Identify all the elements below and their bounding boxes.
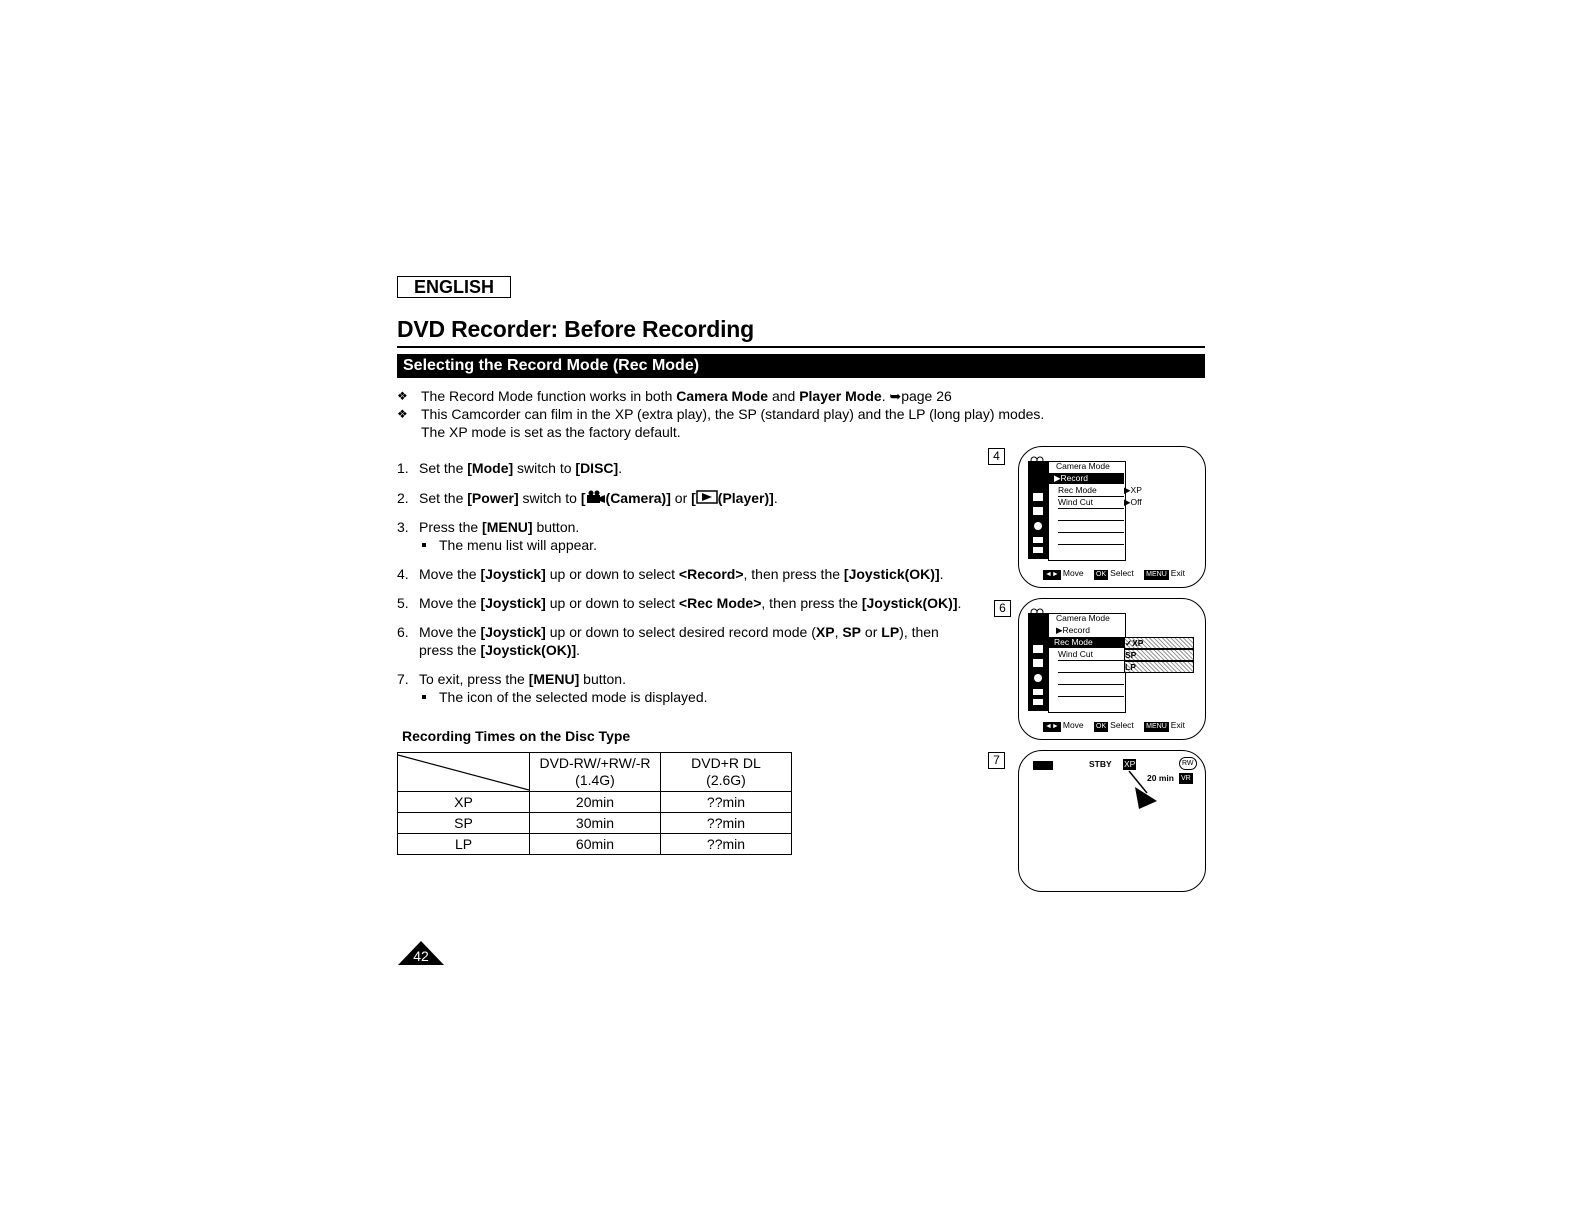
footer-exit: Exit (1170, 568, 1185, 578)
joystick-icon: ◄► (1045, 571, 1059, 578)
step-bold: [Joystick] (480, 624, 546, 640)
header-line: DVD+R DL (691, 755, 761, 771)
stby-indicator: STBY (1089, 759, 1112, 769)
step-text: Move the (419, 595, 481, 611)
step-bold: <Rec Mode> (678, 595, 762, 611)
step-number: 2. (397, 490, 409, 506)
square-bullet-icon (422, 543, 426, 547)
step-text: switch to (518, 490, 581, 506)
panel-tag-4: 4 (988, 448, 1005, 465)
camera-icon (586, 490, 606, 504)
menu-screen-rec-mode (1018, 598, 1206, 740)
step-6 (397, 623, 977, 659)
menu-category-icons (1027, 607, 1049, 711)
menu-divider (1058, 520, 1124, 521)
note-text: The XP mode is set as the factory default. (421, 424, 681, 440)
footer-select: Select (1110, 720, 1134, 730)
step-text: . (939, 566, 944, 582)
menu-footer (1043, 568, 1185, 580)
footer-move: Move (1062, 568, 1084, 578)
step-text: up or down to select (545, 566, 679, 582)
step-bold: [Joystick(OK)] (843, 566, 940, 582)
note-text: The Record Mode function works in both (421, 388, 677, 404)
battery-icon (1033, 761, 1053, 770)
ok-key-icon: OK (1096, 571, 1107, 578)
step-text: press the (419, 642, 481, 658)
xp-mode-indicator: XP (1124, 759, 1136, 769)
corner-cell (398, 753, 530, 792)
step-number: 7. (397, 671, 409, 687)
menu-divider (1058, 696, 1124, 697)
step-text: up or down to select (545, 595, 679, 611)
section-heading-text: Selecting the Record Mode (Rec Mode) (403, 357, 700, 374)
wind-cut-value: ▶Off (1124, 497, 1142, 507)
remaining-time: 20 min (1147, 773, 1174, 783)
page-number (397, 940, 445, 966)
menu-divider (1058, 672, 1124, 673)
language-label: ENGLISH (397, 276, 511, 298)
panel-tag-6: 6 (994, 600, 1011, 617)
step-bold: [Joystick] (480, 595, 546, 611)
table-row (398, 792, 792, 813)
step-number: 6. (397, 624, 409, 640)
note-text: . ➥page 26 (881, 388, 952, 404)
note-1 (397, 387, 1097, 405)
note-text: and (768, 388, 800, 404)
header-line: (2.6G) (706, 772, 746, 788)
table-cell: ??min (661, 834, 792, 855)
standby-screen (1018, 750, 1206, 892)
step-bold: <Record> (678, 566, 744, 582)
header-line: DVD-RW/+RW/-R (539, 755, 651, 771)
table-row (398, 834, 792, 855)
step-7-subnote (422, 688, 822, 706)
footer-select: Select (1110, 568, 1134, 578)
vr-format-indicator: VR (1181, 775, 1191, 782)
menu-divider (1058, 496, 1124, 497)
step-bold: [ (691, 490, 696, 506)
step-text: . (957, 595, 962, 611)
step-bold: [DISC] (575, 460, 619, 476)
table-cell: 20min (530, 792, 661, 813)
step-7 (397, 670, 957, 688)
table-header-row (398, 753, 792, 792)
menu-item-rec-mode: Rec Mode (1058, 485, 1097, 495)
menu-divider (1058, 684, 1124, 685)
submenu-option-lp: LP (1124, 661, 1194, 673)
table-row (398, 813, 792, 834)
menu-divider (1058, 508, 1124, 509)
menu-key-icon: MENU (1146, 571, 1167, 578)
step-text: ), then (899, 624, 939, 640)
section-heading (397, 354, 1205, 378)
step-text: switch to (513, 460, 576, 476)
menu-divider (1058, 532, 1124, 533)
diamond-bullet-icon: ❖ (397, 389, 408, 403)
menu-item-record: ▶Record (1048, 473, 1124, 484)
step-bold: [Power] (467, 490, 519, 506)
menu-screen-record (1018, 446, 1206, 588)
player-icon (696, 490, 718, 504)
step-text: Move the (419, 624, 481, 640)
ok-key-icon: OK (1096, 723, 1107, 730)
menu-divider (1058, 660, 1124, 661)
disc-rw-icon: RW (1179, 757, 1197, 770)
menu-item-record: ▶Record (1056, 625, 1090, 635)
step-bold: [ (580, 490, 586, 506)
footer-move: Move (1062, 720, 1084, 730)
step-bold: XP (815, 624, 835, 640)
step-text: Set the (419, 460, 468, 476)
step-bold: [MENU] (482, 519, 533, 535)
table-header-cell (530, 753, 661, 792)
step-text: , (834, 624, 843, 640)
menu-key-icon: MENU (1146, 723, 1167, 730)
note-2 (397, 405, 1157, 441)
subnote-text: The icon of the selected mode is displayed. (439, 689, 708, 705)
step-number: 4. (397, 566, 409, 582)
table-cell: SP (398, 813, 530, 834)
step-text: To exit, press the (419, 671, 529, 687)
diagonal-line (398, 753, 529, 791)
step-number: 3. (397, 519, 409, 535)
step-text: or (861, 624, 882, 640)
header-line: (1.4G) (575, 772, 615, 788)
table-header-cell (661, 753, 792, 792)
menu-item-wind-cut: Wind Cut (1058, 649, 1093, 659)
joystick-icon: ◄► (1045, 723, 1059, 730)
step-bold: LP (881, 624, 900, 640)
step-number: 1. (397, 460, 409, 476)
footer-exit: Exit (1170, 720, 1185, 730)
recording-times-table (397, 752, 792, 855)
submenu-option-sp: SP (1124, 649, 1194, 661)
menu-item-rec-mode: Rec Mode (1048, 637, 1124, 648)
step-3 (397, 518, 957, 536)
menu-item-camera-mode: Camera Mode (1056, 613, 1110, 623)
panel-tag-7: 7 (988, 752, 1005, 769)
step-text: . (576, 642, 581, 658)
step-5 (397, 594, 987, 612)
table-cell: ??min (661, 813, 792, 834)
menu-item-wind-cut: Wind Cut (1058, 497, 1093, 507)
subnote-text: The menu list will appear. (439, 537, 597, 553)
step-text: . (618, 460, 623, 476)
step-bold: [Joystick(OK)] (861, 595, 958, 611)
rec-mode-value: ▶XP (1124, 485, 1142, 495)
step-4 (397, 565, 977, 583)
step-bold: [Mode] (467, 460, 514, 476)
submenu-option-xp: ✓XP (1124, 637, 1194, 649)
square-bullet-icon (422, 695, 426, 699)
recording-times-title: Recording Times on the Disc Type (402, 728, 631, 744)
menu-footer (1043, 720, 1185, 732)
note-text: This Camcorder can film in the XP (extra play), the SP (standard play) and the LP (long play) modes. (421, 406, 1045, 422)
step-3-subnote (422, 536, 822, 554)
step-bold: [Joystick] (480, 566, 546, 582)
step-text: or (670, 490, 692, 506)
table-cell: XP (398, 792, 530, 813)
page-title: DVD Recorder: Before Recording (397, 316, 754, 342)
step-bold: (Camera)] (605, 490, 671, 506)
diamond-bullet-icon: ❖ (397, 407, 408, 421)
step-number: 5. (397, 595, 409, 611)
pointer-arrow-icon (1127, 769, 1167, 809)
title-divider (397, 346, 1205, 348)
note-bold: Player Mode (799, 388, 882, 404)
page-number-text: 42 (413, 948, 429, 964)
note-bold: Camera Mode (676, 388, 769, 404)
step-bold: [MENU] (528, 671, 580, 687)
step-bold: SP (842, 624, 862, 640)
table-cell: LP (398, 834, 530, 855)
step-text: up or down to select desired record mode ( (545, 624, 816, 640)
menu-category-icons (1027, 455, 1049, 559)
menu-item-camera-mode: Camera Mode (1056, 461, 1110, 471)
table-cell: ??min (661, 792, 792, 813)
step-2 (397, 489, 957, 507)
step-text: Set the (419, 490, 468, 506)
step-text: , then press the (743, 566, 844, 582)
table-cell: 60min (530, 834, 661, 855)
step-text: , then press the (761, 595, 862, 611)
step-bold: (Player)] (717, 490, 774, 506)
menu-divider (1058, 544, 1124, 545)
step-text: button. (579, 671, 626, 687)
step-text: . (773, 490, 778, 506)
step-1 (397, 459, 957, 477)
table-cell: 30min (530, 813, 661, 834)
step-bold: [Joystick(OK)] (480, 642, 577, 658)
step-text: button. (532, 519, 580, 535)
step-text: Press the (419, 519, 483, 535)
step-text: Move the (419, 566, 481, 582)
